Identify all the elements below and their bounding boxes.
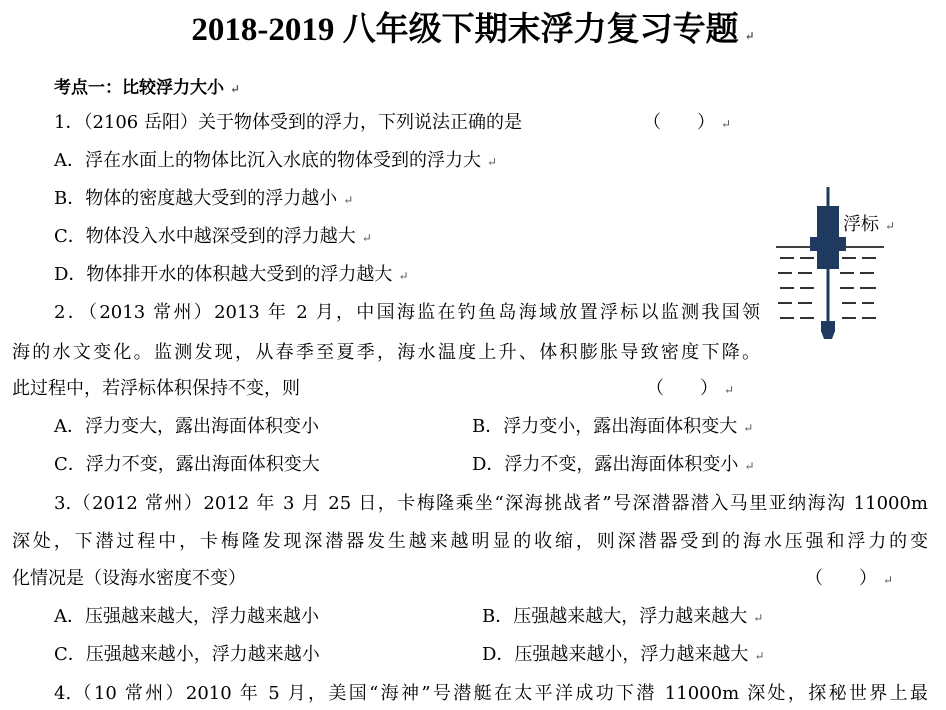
- q2-stem-line2: 海的水文变化。监测发现，从春季至夏季，海水温度上升、体积膨胀导致密度下降。: [12, 342, 760, 363]
- paragraph-mark-icon: ↵: [230, 82, 241, 96]
- q3-option-a: A．压强越来越大，浮力越来越小: [54, 606, 319, 627]
- buoy-label: 浮标 ↵: [843, 214, 896, 235]
- q1-stem: 1．（2106 岳阳）关于物体受到的浮力，下列说法正确的是: [54, 112, 522, 133]
- q3-stem-line2: 深处，下潜过程中，卡梅隆发现深潜器发生越来越明显的收缩，则深潜器受到的海水压强和浮力的变: [12, 531, 928, 552]
- q1-option-c: C．物体没入水中越深受到的浮力越大 ↵: [54, 226, 372, 247]
- paragraph-mark-icon: ↵: [743, 421, 754, 435]
- q2-stem-line1: 2．（2013 常州）2013 年 2 月，中国海监在钓鱼岛海域放置浮标以监测我国领: [54, 302, 760, 323]
- paragraph-mark-icon: ↵: [487, 155, 498, 169]
- page-title: 2018-2019 八年级下期末浮力复习专题 ↵: [191, 12, 755, 48]
- q1-option-b: B．物体的密度越大受到的浮力越小 ↵: [54, 188, 354, 209]
- paragraph-mark-icon: ↵: [343, 193, 354, 207]
- q3-stem-line1: 3.（2012 常州）2012 年 3 月 25 日，卡梅隆乘坐“深海挑战者”号深潜器潜入马里亚纳海沟 11000m: [54, 493, 928, 514]
- paragraph-mark-icon: ↵: [883, 573, 894, 587]
- q3-stem-line3: 化情况是（设海水密度不变）: [12, 568, 246, 589]
- buoy-figure: [770, 185, 886, 345]
- q2-option-a: A．浮力变大，露出海面体积变小: [54, 416, 319, 437]
- q3-answer-blank: （ ） ↵: [805, 568, 894, 589]
- q2-option-d: D．浮力不变，露出海面体积变小 ↵: [472, 454, 755, 475]
- paragraph-mark-icon: ↵: [361, 231, 372, 245]
- paragraph-mark-icon: ↵: [754, 649, 765, 663]
- q2-stem-line3: 此过程中，若浮标体积保持不变，则: [12, 378, 300, 399]
- q4-stem-line1: 4.（10 常州）2010 年 5 月，美国“海神”号潜艇在太平洋成功下潜 11000m 深处，探秘世界上最: [54, 683, 928, 704]
- q3-option-c: C．压强越来越小，浮力越来越小: [54, 644, 320, 665]
- paragraph-mark-icon: ↵: [721, 117, 732, 131]
- q1-answer-blank: （ ） ↵: [643, 112, 732, 133]
- paragraph-mark-icon: ↵: [724, 383, 735, 397]
- q3-option-d: D．压强越来越小，浮力越来越大 ↵: [482, 644, 765, 665]
- q2-answer-blank: （ ） ↵: [646, 378, 735, 399]
- q1-option-a: A．浮在水面上的物体比沉入水底的物体受到的浮力大 ↵: [54, 150, 498, 171]
- paragraph-mark-icon: ↵: [744, 29, 755, 43]
- q2-option-c: C．浮力不变，露出海面体积变大: [54, 454, 320, 475]
- paragraph-mark-icon: ↵: [744, 459, 755, 473]
- q1-option-d: D．物体排开水的体积越大受到的浮力越大 ↵: [54, 264, 409, 285]
- q2-option-b: B．浮力变小，露出海面体积变大 ↵: [472, 416, 754, 437]
- q3-option-b: B．压强越来越大，浮力越来越大 ↵: [482, 606, 764, 627]
- paragraph-mark-icon: ↵: [398, 269, 409, 283]
- paragraph-mark-icon: ↵: [885, 219, 896, 233]
- paragraph-mark-icon: ↵: [753, 611, 764, 625]
- buoy-icon: [810, 187, 846, 339]
- section-heading: 考点一：比较浮力大小 ↵: [54, 78, 241, 98]
